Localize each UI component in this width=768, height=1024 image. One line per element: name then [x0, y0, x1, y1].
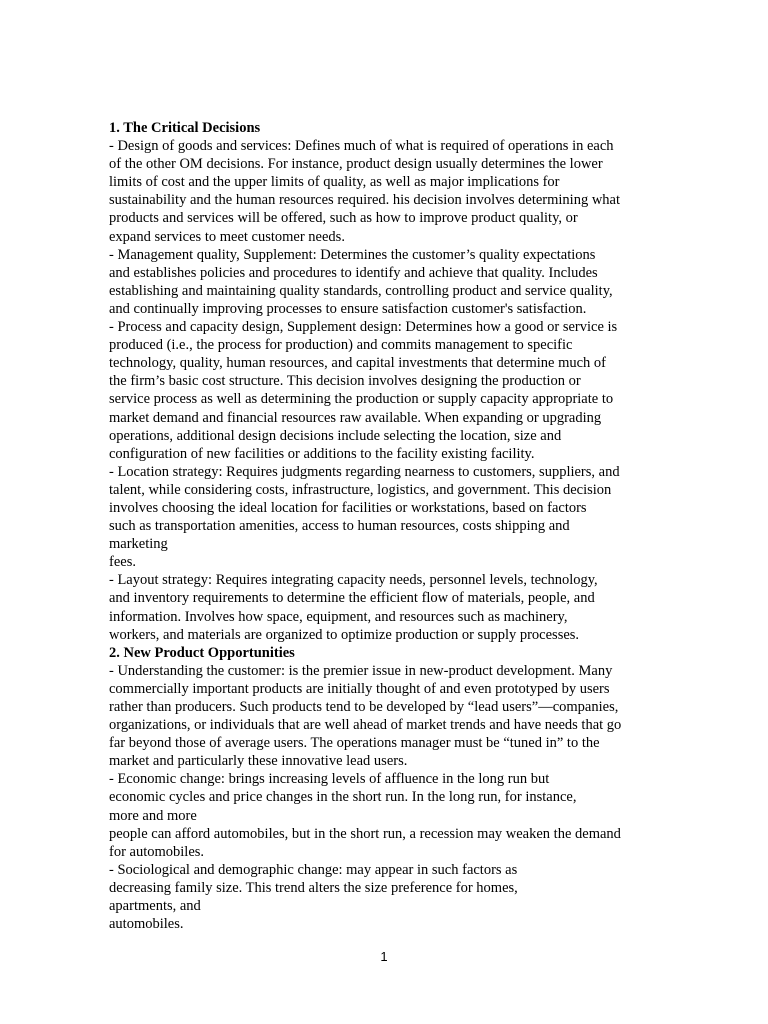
text-line: - Management quality, Supplement: Determines the customer’s quality expectations — [109, 246, 596, 263]
text-line: and establishes policies and procedures to identify and achieve that quality. Includes — [109, 264, 598, 281]
text-line: talent, while considering costs, infrastructure, logistics, and government. This decision — [109, 481, 612, 498]
page-number: 1 — [380, 949, 388, 964]
text-line: decreasing family size. This trend alters the size preference for homes, — [109, 879, 518, 896]
text-line: such as transportation amenities, access to human resources, costs shipping and — [109, 518, 570, 535]
text-line: workers, and materials are organized to optimize production or supply processes. — [109, 626, 580, 643]
text-line: market demand and financial resources raw available. When expanding or upgrading — [109, 409, 602, 426]
text-line: fees. — [109, 554, 136, 571]
text-line: commercially important products are initially thought of and even prototyped by users — [109, 680, 610, 697]
text-line: economic cycles and price changes in the short run. In the long run, for instance, — [109, 789, 577, 806]
text-line: and inventory requirements to determine the efficient flow of materials, people, and — [109, 590, 595, 607]
text-line: automobiles. — [109, 916, 184, 933]
text-line: for automobiles. — [109, 843, 205, 860]
text-line: marketing — [109, 536, 168, 553]
text-line: - Economic change: brings increasing levels of affluence in the long run but — [109, 771, 550, 788]
text-line: - Process and capacity design, Supplement design: Determines how a good or service is — [109, 319, 618, 336]
text-line: products and services will be offered, such as how to improve product quality, or — [109, 210, 578, 227]
text-line: establishing and maintaining quality standards, controlling product and service quality, — [109, 282, 613, 299]
text-line: more and more — [109, 807, 197, 824]
text-line: service process as well as determining the production or supply capacity appropriate to — [109, 391, 614, 408]
text-line: involves choosing the ideal location for facilities or workstations, based on factors — [109, 499, 587, 516]
text-line: limits of cost and the upper limits of quality, as well as major implications for — [109, 174, 560, 191]
text-line: far beyond those of average users. The operations manager must be “tuned in” to the — [109, 735, 600, 752]
text-line: the firm’s basic cost structure. This decision involves designing the production or — [109, 373, 581, 390]
text-line: - Sociological and demographic change: may appear in such factors as — [109, 861, 518, 878]
text-line: and continually improving processes to ensure satisfaction customer's satisfaction. — [109, 300, 587, 317]
text-line: of the other OM decisions. For instance, product design usually determines the lower — [109, 156, 603, 173]
section-heading: 2. New Product Opportunities — [109, 644, 295, 661]
text-line: - Location strategy: Requires judgments regarding nearness to customers, suppliers, and — [109, 463, 620, 480]
document-body — [109, 119, 668, 933]
text-line: produced (i.e., the process for production) and commits management to specific — [109, 337, 573, 354]
text-line: market and particularly these innovative lead users. — [109, 753, 408, 770]
text-line: sustainability and the human resources required. his decision involves determining what — [109, 192, 621, 209]
text-line: apartments, and — [109, 898, 201, 915]
text-line: - Design of goods and services: Defines much of what is required of operations in each — [109, 138, 614, 155]
text-line: rather than producers. Such products tend to be developed by “lead users”—companies, — [109, 699, 619, 715]
text-line: - Layout strategy: Requires integrating capacity needs, personnel levels, technology, — [109, 572, 598, 589]
text-line: expand services to meet customer needs. — [109, 228, 345, 245]
text-line: - Understanding the customer: is the premier issue in new-product development. Many — [109, 662, 613, 679]
text-line: configuration of new facilities or additions to the facility existing facility. — [109, 445, 535, 462]
section-heading: 1. The Critical Decisions — [109, 120, 261, 136]
text-line: information. Involves how space, equipment, and resources such as machinery, — [109, 608, 568, 625]
text-line: people can afford automobiles, but in the short run, a recession may weaken the demand — [109, 825, 621, 842]
text-line: operations, additional design decisions include selecting the location, size and — [109, 427, 562, 444]
text-line: organizations, or individuals that are well ahead of market trends and have needs that go — [109, 717, 622, 734]
text-line: technology, quality, human resources, and capital investments that determine much of — [109, 355, 607, 372]
